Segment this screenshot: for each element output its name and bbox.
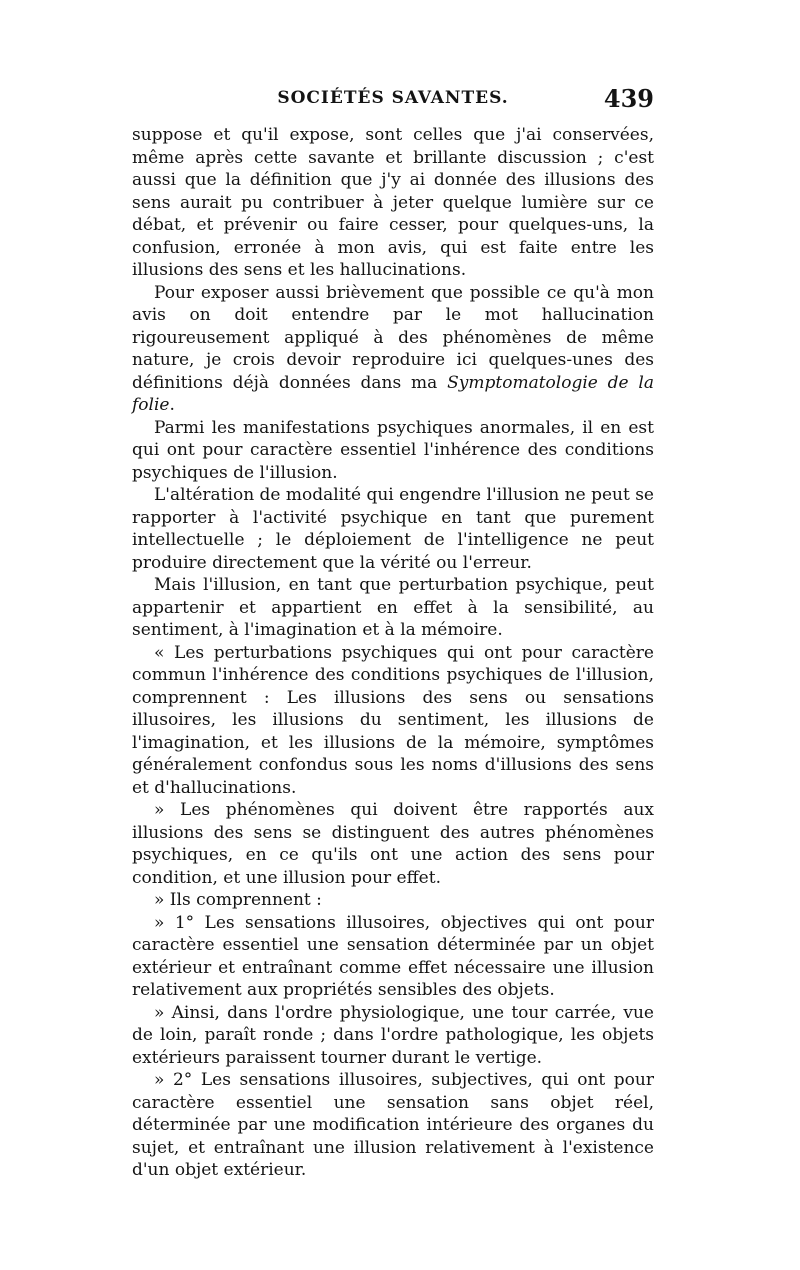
book-title-symptomatologie: Symptomatologie de la folie bbox=[132, 372, 654, 415]
paragraph-continuation: suppose et qu'il expose, sont celles que j'ai conservées, même après cette savante et brillante discussion ; c'est aussi que la définition que j'y ai donnée des illusions des sens aurait pu contribuer à jeter quelque lumière sur ce débat, et prévenir ou faire cesser, pour quelques-uns, la confusion, erronée à mon avis, qui est faite entre les illusions des sens et les hallucinations. bbox=[132, 125, 654, 280]
paragraph-phenomenes: » Les phénomènes qui doivent être rapportés aux illusions des sens se distinguent des autres phénomènes psychiques, en ce qu'ils ont une action des sens pour condition, et une illusion pour effet. bbox=[132, 800, 654, 888]
paragraph-example-tour: » Ainsi, dans l'ordre physiologique, une tour carrée, vue de loin, paraît ronde ; dans l'ordre pathologique, les objets extérieurs paraissent tourner durant le vertige. bbox=[132, 1002, 654, 1068]
paragraph-manifestations: Parmi les manifestations psychiques anormales, il en est qui ont pour caractère essentiel l'inhérence des conditions psychiques de l'illusion. bbox=[132, 417, 654, 483]
running-title: SOCIÉTÉS SAVANTES. bbox=[277, 88, 509, 108]
paragraph-definition-end: . bbox=[169, 395, 175, 415]
paragraph-perturbations-list: « Les perturbations psychiques qui ont pour caractère commun l'inhérence des conditions psychiques de l'illusion, comprennent : Les illusions des sens ou sensations illusoires, les illusions du sentiment, les illusions de l'imagination, et les illusions de la mémoire, symptômes généralement confondus sous les noms d'illusions des sens et d'hallucinations. bbox=[132, 642, 654, 798]
paragraph-illusion-perturbation: Mais l'illusion, en tant que perturbation psychique, peut appartenir et appartient en effet à la sensibilité, au sentiment, à l'imagination et à la mémoire. bbox=[132, 575, 654, 640]
paragraph-alteration: L'altération de modalité qui engendre l'illusion ne peut se rapporter à l'activité psychique en tant que purement intellectuelle ; le déploiement de l'intelligence ne peut produire directement que la vérité ou l'erreur. bbox=[132, 485, 654, 573]
body-text bbox=[132, 124, 654, 1182]
paragraph-ils-comprennent: » Ils comprennent : bbox=[154, 890, 322, 910]
paragraph-definition-intro bbox=[132, 282, 654, 417]
page-number: 439 bbox=[603, 84, 654, 113]
running-head bbox=[132, 84, 654, 118]
paragraph-sensations-subjectives: » 2° Les sensations illusoires, subjectives, qui ont pour caractère essentiel une sensation sans objet réel, déterminée par une modification intérieure des organes du sujet, et entraînant une illusion relativement à l'existence d'un objet extérieur. bbox=[132, 1070, 654, 1180]
paragraph-definition-text: Pour exposer aussi brièvement que possible ce qu'à mon avis on doit entendre par le mot hallucination rigoureusement appliqué à des phénomènes de même nature, je crois devoir reproduire ici quelques-unes des définitions déjà données dans ma bbox=[132, 282, 654, 393]
paragraph-sensations-objectives: » 1° Les sensations illusoires, objectives qui ont pour caractère essentiel une sensation déterminée par un objet extérieur et entraînant comme effet nécessaire une illusion relativement aux propriétés sensibles des objets. bbox=[132, 912, 654, 1000]
